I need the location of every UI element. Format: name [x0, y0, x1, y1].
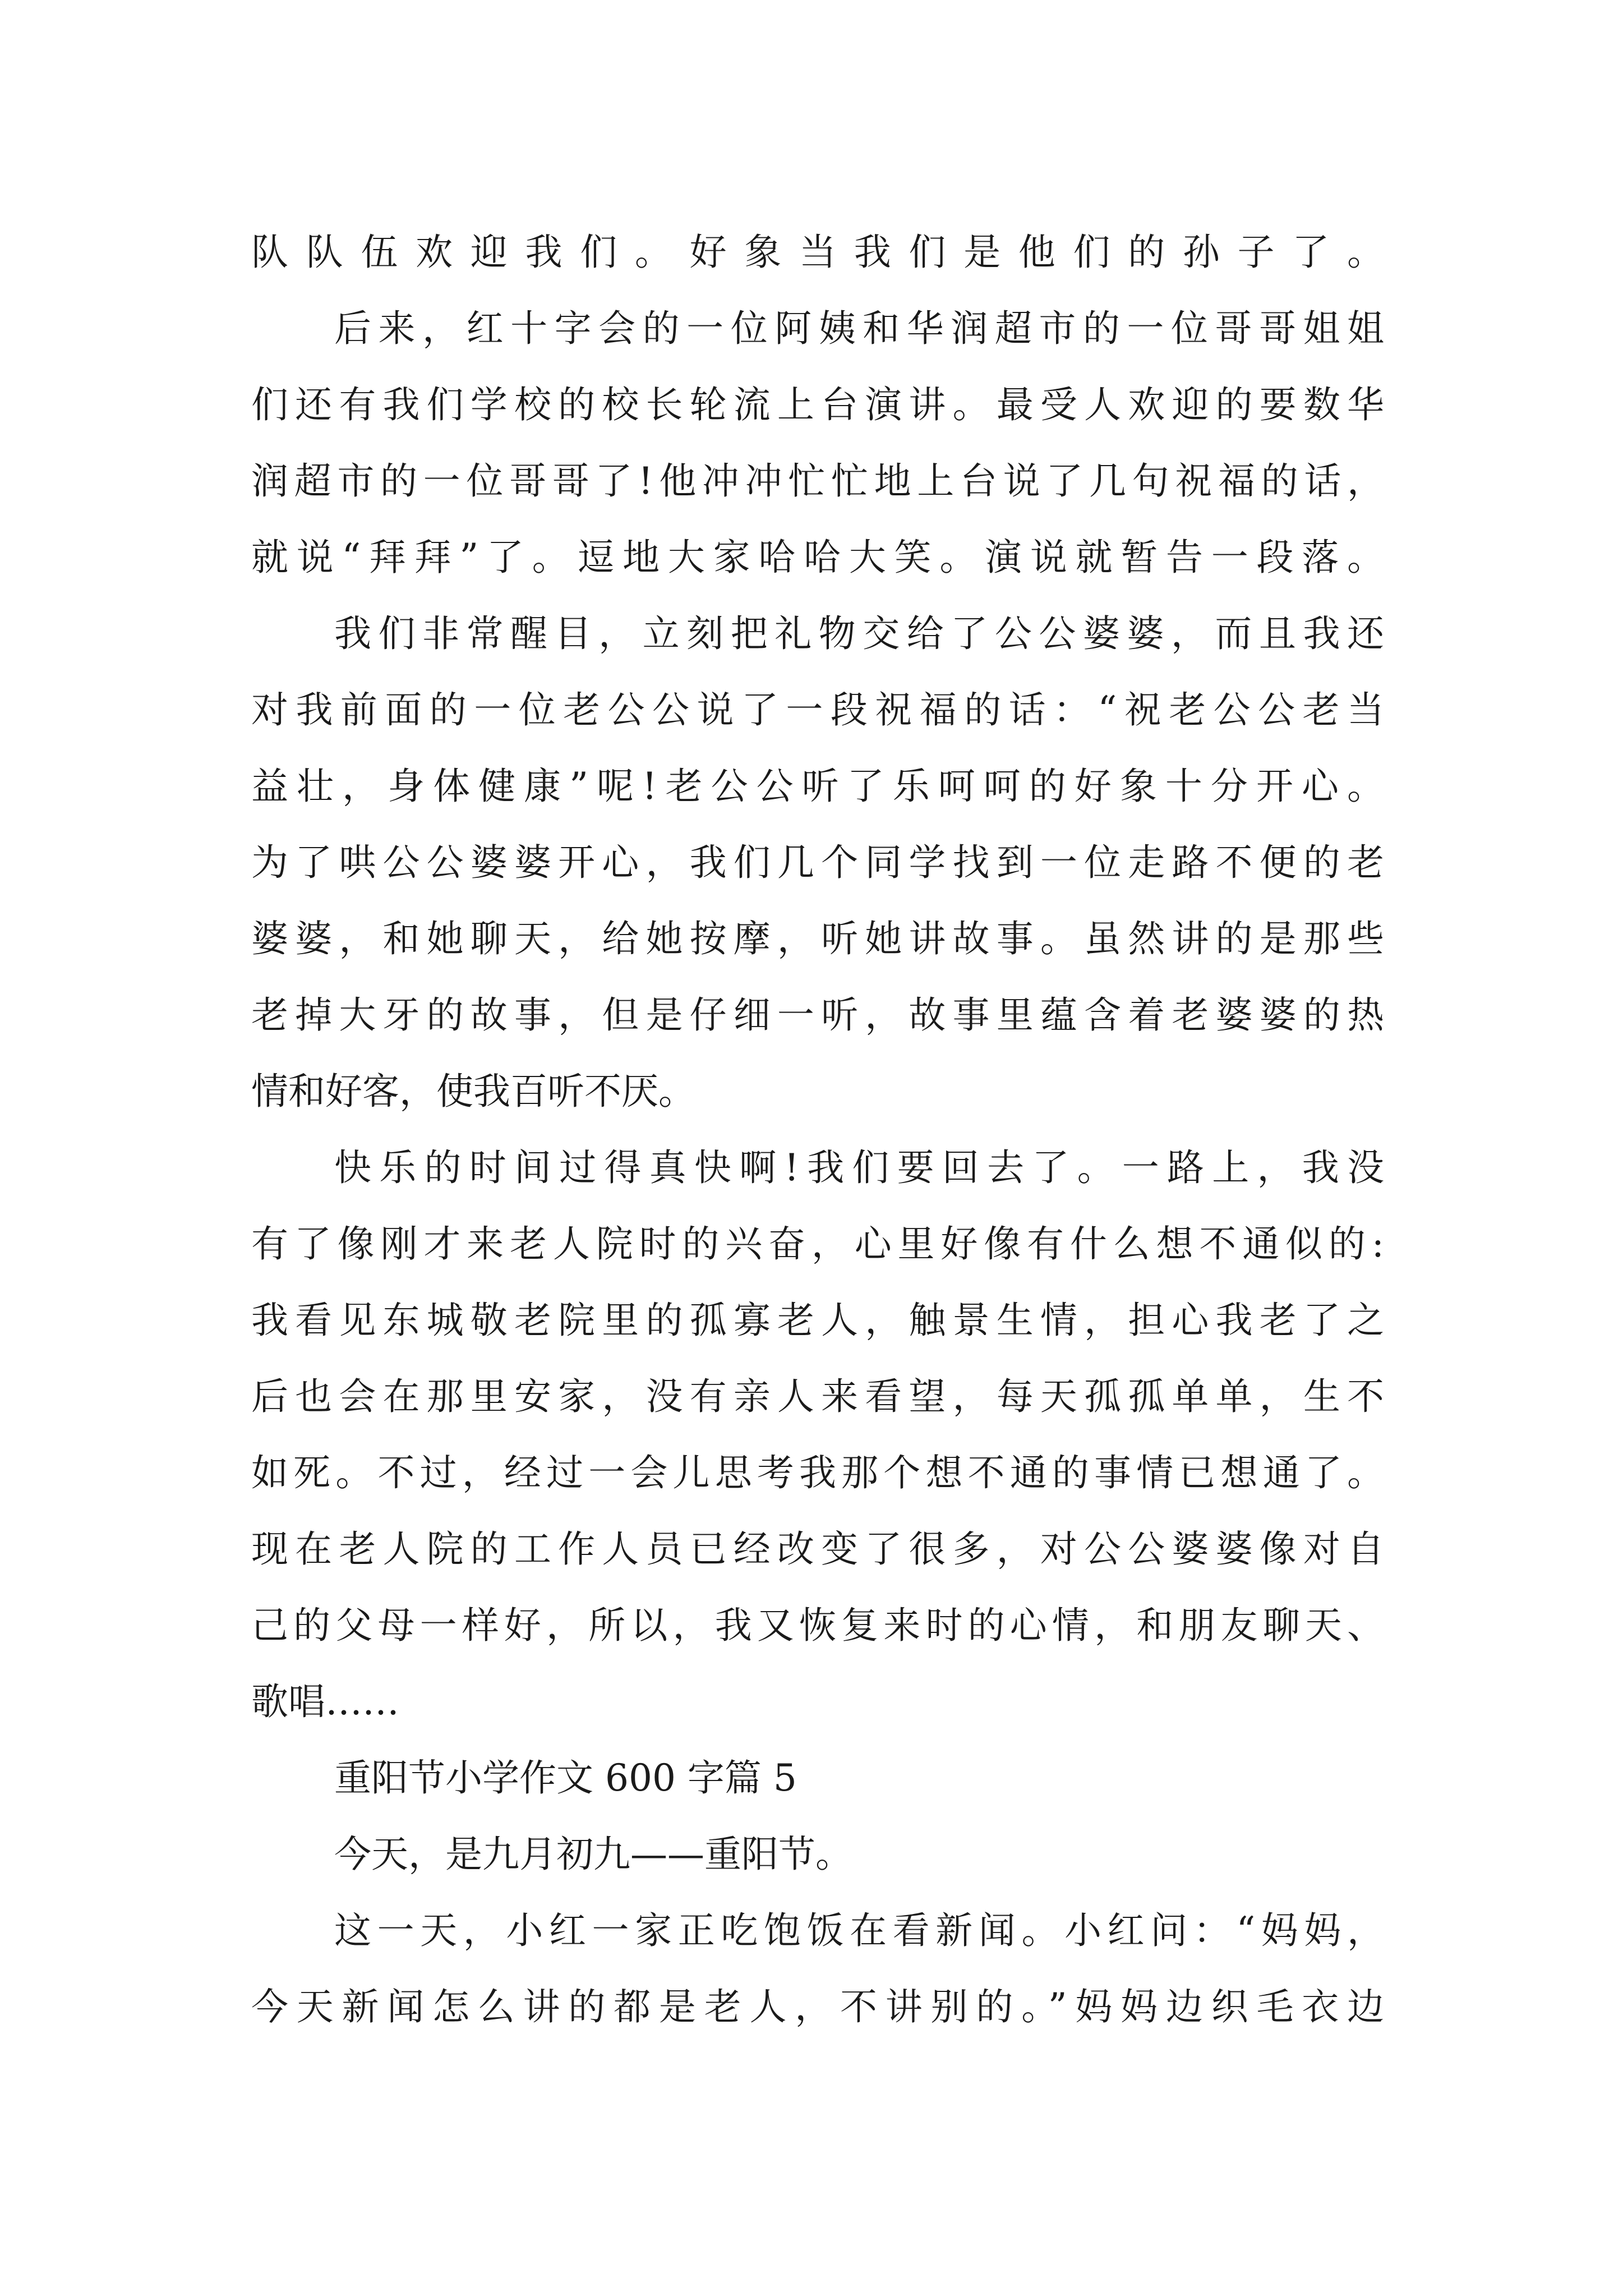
text-line-24: 今天新闻怎么讲的都是老人，不讲别的。”妈妈边织毛衣边: [251, 1985, 1384, 2028]
text-line-17: 如死。不过，经过一会儿思考我那个想不通的事情已想通了。: [251, 1451, 1384, 1494]
text-line-14: 有了像刚才来老人院时的兴奋，心里好像有什么想不通似的:: [251, 1222, 1384, 1266]
document-body: [251, 214, 1384, 2045]
text-line-22: 今天，是九月初九——重阳节。: [334, 1833, 852, 1876]
text-line-13: 快乐的时间过得真快啊!我们要回去了。一路上，我没: [334, 1146, 1384, 1189]
text-line-10: 婆婆，和她聊天，给她按摩，听她讲故事。虽然讲的是那些: [251, 917, 1384, 960]
text-line-8: 益壮，身体健康”呢!老公公听了乐呵呵的好象十分开心。: [251, 765, 1384, 808]
section-heading: 重阳节小学作文 600 字篇 5: [334, 1756, 797, 1800]
text-line-3: 们还有我们学校的校长轮流上台演讲。最受人欢迎的要数华: [251, 383, 1384, 426]
text-line-11: 老掉大牙的故事，但是仔细一听，故事里蕴含着老婆婆的热: [251, 993, 1384, 1037]
text-line-6: 我们非常醒目，立刻把礼物交给了公公婆婆，而且我还: [334, 612, 1384, 655]
text-line-4: 润超市的一位哥哥了!他冲冲忙忙地上台说了几句祝福的话，: [251, 459, 1384, 503]
text-line-2: 后来，红十字会的一位阿姨和华润超市的一位哥哥姐姐: [334, 307, 1384, 350]
text-line-5: 就说“拜拜”了。逗地大家哈哈大笑。演说就暂告一段落。: [251, 536, 1384, 579]
text-line-19: 己的父母一样好，所以，我又恢复来时的心情，和朋友聊天、: [251, 1604, 1384, 1647]
text-line-1: 队队伍欢迎我们。好象当我们是他们的孙子了。: [251, 231, 1384, 274]
text-line-20: 歌唱……: [251, 1680, 399, 1723]
text-line-18: 现在老人院的工作人员已经改变了很多，对公公婆婆像对自: [251, 1527, 1384, 1571]
text-line-9: 为了哄公公婆婆开心，我们几个同学找到一位走路不便的老: [251, 841, 1384, 884]
text-line-15: 我看见东城敬老院里的孤寡老人，触景生情，担心我老了之: [251, 1299, 1384, 1342]
text-line-16: 后也会在那里安家，没有亲人来看望，每天孤孤单单，生不: [251, 1375, 1384, 1418]
text-line-7: 对我前面的一位老公公说了一段祝福的话：“祝老公公老当: [251, 688, 1384, 731]
text-line-12: 情和好客，使我百听不厌。: [251, 1070, 695, 1113]
text-line-23: 这一天，小红一家正吃饱饭在看新闻。小红问：“妈妈，: [334, 1909, 1384, 1952]
